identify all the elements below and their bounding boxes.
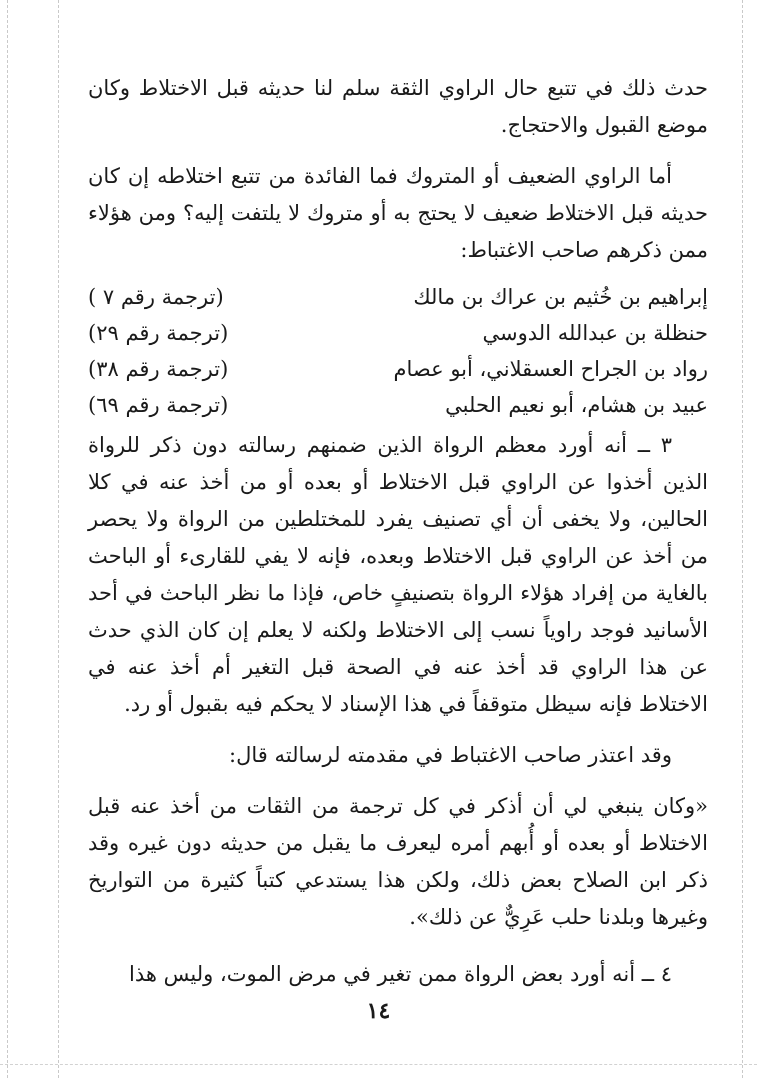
- narrator-ref: (ترجمة رقم ٢٩): [88, 321, 229, 345]
- table-row: [88, 279, 708, 315]
- narrator-name: عبيد بن هشام، أبو نعيم الحلبي: [445, 393, 708, 417]
- page-body: [88, 70, 708, 993]
- page-guide-line: [742, 0, 743, 1078]
- paragraph-3: ٣ ــ أنه أورد معظم الرواة الذين ضمنهم رسالته دون ذكر للرواة الذين أخذوا عن الراوي قبل الاختلاط أو بعده أو من أخذ عنه في كلا الحالين، ولا يخفى أن أي تصنيف يفرد للمختلطين من الرواة ولا يحصر من أخذ عن الراوي قبل الاختلاط وبعده، فإنه لا يفي للقارىء أو الباحث بالغاية من إفراد هؤلاء الرواة بتصنيفٍ خاص، فإذا ما نظر الباحث في أحد الأسانيد فوجد راوياً نسب إلى الاختلاط ولكنه لا يعلم إن كان الذي حدث عن هذا الراوي قد أخذ عنه في الصحة قبل التغير أم أخذ عنه في الاختلاط فإنه سيظل متوقفاً في هذا الإسناد لا يحكم فيه بقبول أو رد.: [88, 433, 708, 716]
- table-row: [88, 351, 708, 387]
- narrator-ref: (ترجمة رقم ٦٩): [88, 393, 229, 417]
- paragraph-4: وقد اعتذر صاحب الاغتباط في مقدمته لرسالته قال:: [229, 743, 672, 767]
- page-guide-line: [58, 0, 59, 1078]
- paragraph-2: أما الراوي الضعيف أو المتروك فما الفائدة من تتبع اختلاطه إن كان حديثه قبل الاختلاط ضعيف لا يحتج به أو متروك لا يلتفت إليه؟ ومن هؤلاء ممن ذكرهم صاحب الاغتباط:: [88, 164, 708, 262]
- paragraph-5: ٤ ــ أنه أورد بعض الرواة ممن تغير في مرض الموت، وليس هذا: [129, 962, 672, 986]
- narrator-ref: (ترجمة رقم ٣٨): [88, 357, 229, 381]
- page-guide-line: [7, 0, 8, 1078]
- narrator-name: رواد بن الجراح العسقلاني، أبو عصام: [393, 357, 708, 381]
- paragraph-1: حدث ذلك في تتبع حال الراوي الثقة سلم لنا حديثه قبل الاختلاط وكان موضع القبول والاحتجاج.: [88, 76, 708, 137]
- quote-block: «وكان ينبغي لي أن أذكر في كل ترجمة من الثقات من أخذ عنه قبل الاختلاط أو بعده أو أُبهم أمره ليعرف ما يقبل من حديثه دون غيره وقد ذكر ابن الصلاح بعض ذلك، ولكن هذا يستدعي كتباً كثيرة من التواريخ وغيرها وبلدنا حلب عَرِيٌّ عن ذلك».: [88, 794, 708, 929]
- page-guide-line: [0, 1064, 757, 1065]
- narrator-ref: (ترجمة رقم ٧ ): [88, 285, 224, 309]
- page-number: ١٤: [366, 998, 391, 1024]
- table-row: [88, 315, 708, 351]
- table-row: [88, 387, 708, 423]
- narrator-name: إبراهيم بن خُثيم بن عراك بن مالك: [413, 285, 708, 309]
- narrator-name: حنظلة بن عبدالله الدوسي: [482, 321, 708, 345]
- narrators-table: [88, 279, 708, 423]
